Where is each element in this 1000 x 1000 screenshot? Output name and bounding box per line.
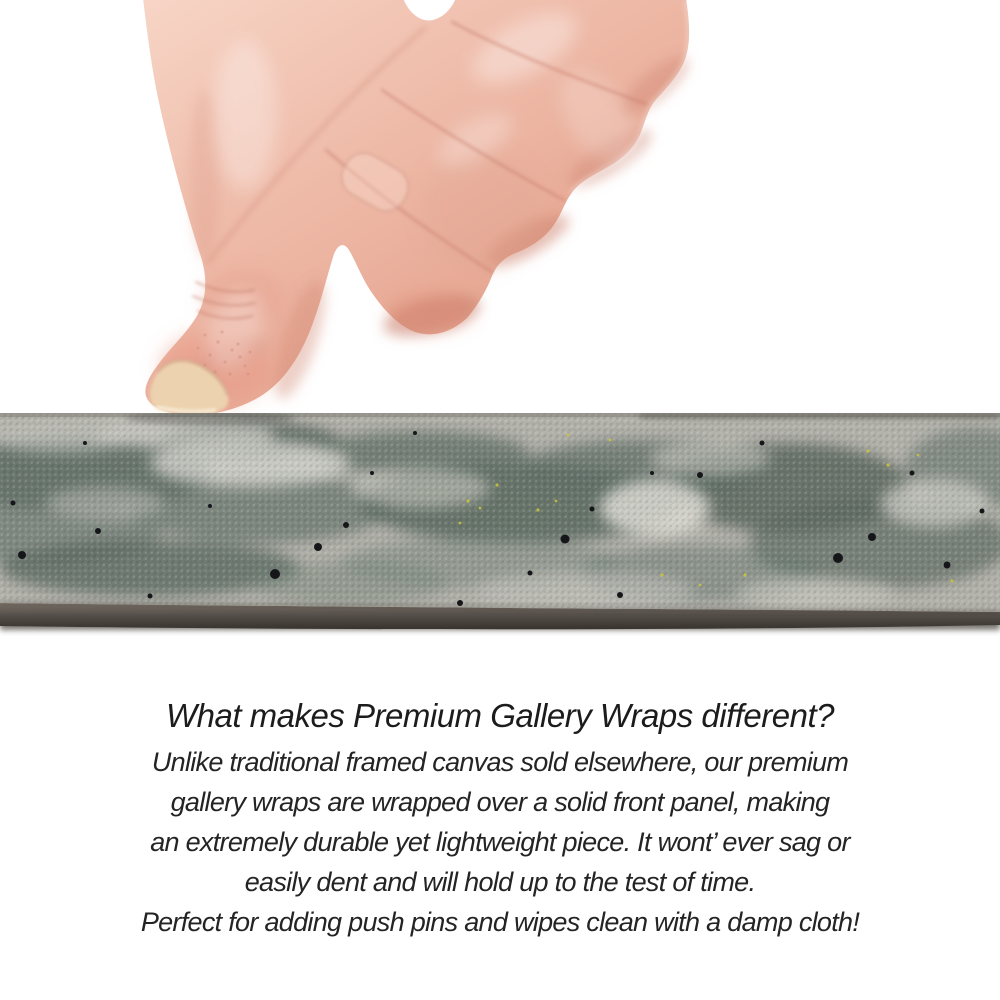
text-heading: What makes Premium Gallery Wraps different? (165, 697, 835, 734)
text-line-3: an extremely durable yet lightweight piece. It wont’ ever sag or (150, 827, 850, 857)
text-line-4: easily dent and will hold up to the test of time. (244, 867, 756, 897)
text-line-1: Unlike traditional framed canvas sold elsewhere, our premium (151, 747, 849, 777)
text-line-5: Perfect for adding push pins and wipes clean with a damp cloth! (140, 907, 860, 937)
text-line-2: gallery wraps are wrapped over a solid front panel, making (170, 787, 830, 817)
canvas-texture (0, 413, 1000, 613)
marketing-text-block (0, 697, 1000, 942)
hand-photo (0, 0, 1000, 432)
hand-silhouette (143, 0, 696, 415)
canvas-edge-photo (0, 413, 1000, 643)
